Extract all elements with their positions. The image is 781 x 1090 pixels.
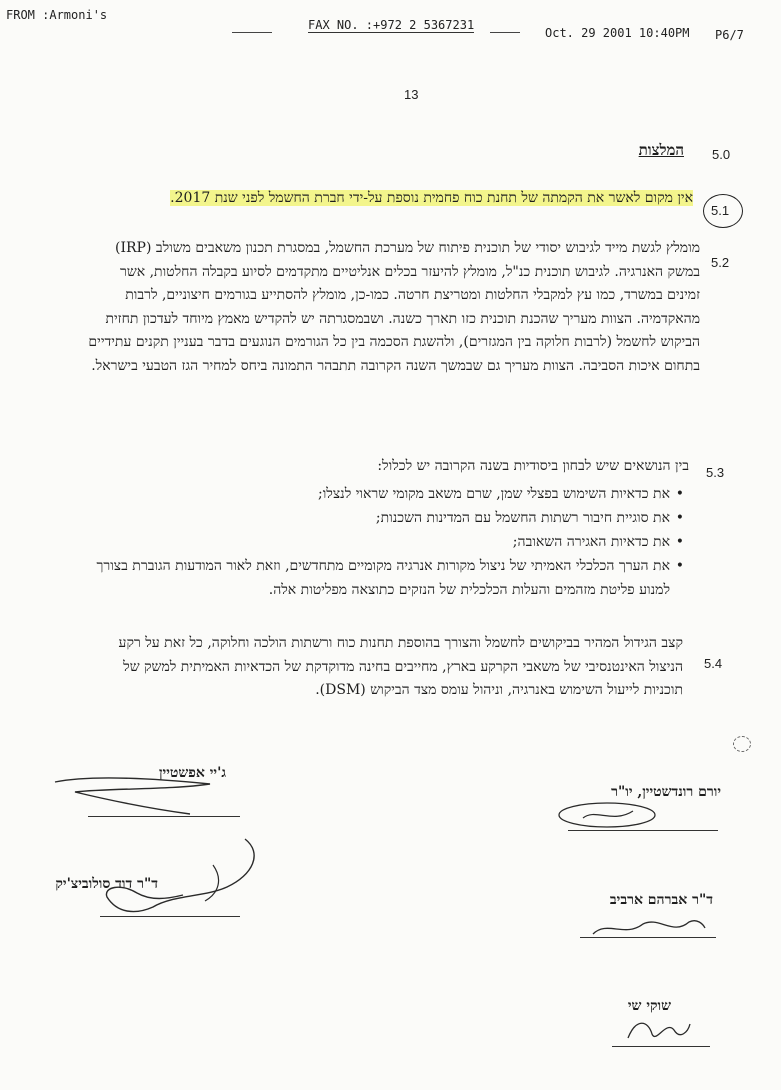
bullet-item: • את כדאיות השימוש בפצלי שמן, שרם משאב מקומי שראוי לנצלו;: [76, 482, 686, 506]
section-number: 5.0: [712, 147, 731, 162]
signature-line: [580, 937, 716, 938]
item-text-5-1: [93, 186, 693, 210]
header-rule-left: [232, 32, 272, 33]
highlighted-text: אין מקום לאשר את הקמתה של תחנת כוח פחמית נוספת על-ידי חברת החשמל לפני שנת 2017.: [170, 190, 693, 206]
fax-from: FROM :Armoni's: [6, 8, 108, 22]
signature-line: [100, 916, 240, 917]
signature-shai: [618, 1010, 698, 1050]
ink-mark: [733, 736, 751, 752]
item-number-5-1: 5.1: [711, 203, 730, 218]
item-text-5-4: קצב הגידול המהיר בביקושים לחשמל והצורך בהוספת תחנות כוח ורשתות הולכה וחלוקה, כל זאת על רקע הניצול האינטנסיבי של משאבי הקרקע בארץ, מחייבים בחינה מדוקדקת של הכדאיות האמיתית למשק של תוכניות לייעול השימוש באנרגיה, וניהול עומס מצד הביקוש (DSM).: [118, 635, 683, 698]
fax-datetime: Oct. 29 2001 10:40PM: [545, 26, 690, 40]
bullet-item: • את כדאיות האגירה השאובה;: [76, 530, 686, 554]
signatory-name: ד"ר אברהם ארביב: [609, 892, 713, 908]
signatory-name: שוקי שי: [627, 998, 671, 1014]
item-text-5-2: מומלץ לגשת מייד לגיבוש יסודי של תוכנית פיתוח של מערכת החשמל, במסגרת תכנון משאבים משולב (IRP) במשק האנרגיה. לגיבוש תוכנית כנ"ל, מומלץ להיעזר בכלים אנליטיים מתקדמים לסיוע בקבלה החלטות, אשר זמינים במשרד, כמו עץ למקבלי החלטות ומטריצת חרטה. כמו-כן, מומלץ להסתייע בגורמים חיצוניים, לרבות מהאקדמיה. הצוות מעריך שהכנת תוכנית כזו תארך כשנה. ושבמסגרתה יש להקדיש מאמץ מיוחד לעדכון תחזית הביקוש לחשמל (לרבות חלוקה בין המגזרים), ולהשגת הסכמה בין כל הגורמים הנוגעים בדבר בעניין תקנים עתידיים בתחום איכות הסביבה. הצוות מעריך גם שבמשך השנה הקרובה תתבהר התמונה ביחס למחיר הגז הטבעי בישראל.: [88, 240, 700, 374]
signatory-name: יורם רונדשטיין, יו"ר: [611, 784, 721, 800]
header-rule-right: [490, 32, 520, 33]
item-number-5-2: 5.2: [711, 255, 730, 270]
section-title: המלצות: [638, 141, 684, 159]
item-number-5-4: 5.4: [704, 656, 723, 671]
signatory-name: ד"ר דוד סולוביצ'יק: [55, 876, 158, 892]
bullet-item: • את הערך הכלכלי האמיתי של ניצול מקורות אנרגיה מקומיים מתחדשים, וזאת לאור המודעות הגוברת בצורך למנוע פליטת מזהמים והעלות הכלכלית של הנזקים כתוצאה מפליטות אלה.: [76, 554, 686, 602]
item-text-5-3: בין הנושאים שיש לבחון ביסודיות בשנה הקרובה יש לכלול:: [377, 458, 689, 474]
signature-epstein: [50, 770, 250, 820]
fax-page: P6/7: [715, 28, 744, 42]
signature-line: [88, 816, 240, 817]
signatory-name: ג'יי אפשטיין: [158, 765, 226, 781]
signature-line: [568, 830, 718, 831]
page-number: 13: [404, 87, 419, 102]
fax-number: FAX NO. :+972 2 5367231: [308, 18, 475, 32]
item-number-5-3: 5.3: [706, 465, 725, 480]
signature-solovichik: [95, 835, 275, 920]
signature-line: [612, 1046, 710, 1047]
signature-rundstein: [555, 798, 675, 832]
bullet-item: • את סוגיית חיבור רשתות החשמל עם המדינות השכנות;: [76, 506, 686, 530]
bullet-list: [76, 482, 686, 602]
